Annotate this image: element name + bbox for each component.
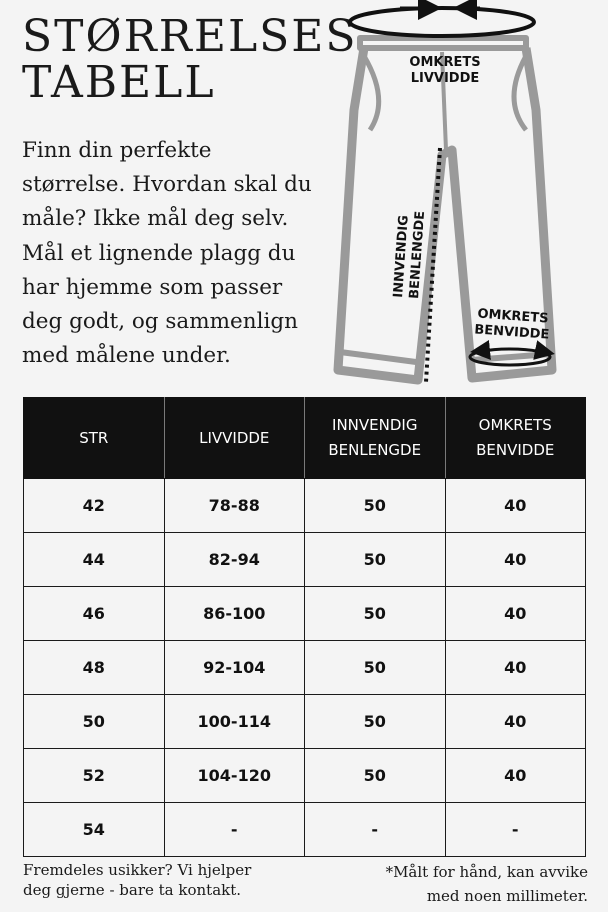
cell-benlengde: 50 — [305, 749, 446, 803]
header-livvidde — [164, 398, 305, 479]
header-str — [24, 398, 165, 479]
leg-label — [474, 306, 551, 342]
waist-label-2: LIVVIDDE — [410, 71, 480, 86]
intro-line: Finn din perfekte — [22, 138, 212, 163]
intro-line: med målene under. — [22, 343, 231, 369]
cell-livvidde: - — [164, 803, 305, 857]
cell-benvidde: 40 — [445, 641, 586, 695]
inseam-label-1: INNVENDIG — [391, 214, 412, 299]
waist-measure-icon — [350, 8, 534, 36]
cell-benlengde: 50 — [305, 479, 446, 533]
cell-str: 54 — [24, 803, 165, 857]
help-note-line: deg gjerne - bare ta kontakt. — [23, 881, 242, 899]
cell-benlengde: - — [305, 803, 446, 857]
leg-label-1: OMKRETS — [476, 306, 549, 327]
cell-str: 48 — [24, 641, 165, 695]
header-label: BENLENGDE — [328, 441, 422, 459]
header-label: BENVIDDE — [476, 441, 555, 459]
disclaimer-line: med noen millimeter. — [426, 887, 588, 905]
intro-line: måle? Ikke mål deg selv. — [22, 206, 289, 232]
cell-livvidde: 86-100 — [164, 587, 305, 641]
table-row — [24, 695, 586, 749]
cell-livvidde: 92-104 — [164, 641, 305, 695]
intro-line: Mål et lignende plagg du — [22, 240, 296, 266]
cell-livvidde: 104-120 — [164, 749, 305, 803]
intro-line: deg godt, og sammenlign — [22, 309, 298, 335]
inseam-label — [391, 209, 428, 299]
intro-line: har hjemme som passer — [22, 274, 283, 300]
cell-str: 46 — [24, 587, 165, 641]
measure-disclaimer — [328, 860, 588, 908]
cell-benlengde: 50 — [305, 695, 446, 749]
cell-livvidde: 100-114 — [164, 695, 305, 749]
disclaimer-line: *Målt for hånd, kan avvike — [385, 863, 588, 881]
cell-livvidde: 82-94 — [164, 533, 305, 587]
cell-benvidde: 40 — [445, 533, 586, 587]
help-note-line: Fremdeles usikker? Vi hjelper — [23, 861, 252, 879]
table-row — [24, 803, 586, 857]
cell-benvidde: - — [445, 803, 586, 857]
title-line-1: STØRRELSES- — [22, 11, 377, 62]
header-label: LIVVIDDE — [199, 428, 270, 447]
cell-benvidde: 40 — [445, 695, 586, 749]
table-row — [24, 479, 586, 533]
cell-str: 52 — [24, 749, 165, 803]
cell-benlengde: 50 — [305, 641, 446, 695]
intro-text — [22, 134, 332, 373]
size-table — [23, 397, 586, 857]
header-label: INNVENDIG — [332, 416, 418, 434]
cell-livvidde: 78-88 — [164, 479, 305, 533]
table-row — [24, 641, 586, 695]
help-note — [23, 860, 303, 900]
page-title — [22, 11, 377, 108]
cell-benvidde: 40 — [445, 749, 586, 803]
cell-str: 44 — [24, 533, 165, 587]
header-label: STR — [79, 428, 109, 447]
intro-line: størrelse. Hvordan skal du — [22, 172, 312, 198]
table-row — [24, 533, 586, 587]
cell-benlengde: 50 — [305, 533, 446, 587]
title-line-2: TABELL — [22, 57, 216, 108]
cell-benlengde: 50 — [305, 587, 446, 641]
waist-label-1: OMKRETS — [409, 55, 481, 70]
table-row — [24, 587, 586, 641]
cell-str: 42 — [24, 479, 165, 533]
table-header-row — [24, 398, 586, 479]
header-benlengde — [305, 398, 446, 479]
cell-str: 50 — [24, 695, 165, 749]
pants-diagram — [330, 0, 608, 390]
header-benvidde — [445, 398, 586, 479]
table-row — [24, 749, 586, 803]
header-label: OMKRETS — [478, 416, 552, 434]
inseam-label-2: BENLENGDE — [406, 210, 429, 300]
cell-benvidde: 40 — [445, 587, 586, 641]
cell-benvidde: 40 — [445, 479, 586, 533]
leg-label-2: BENVIDDE — [473, 322, 550, 343]
